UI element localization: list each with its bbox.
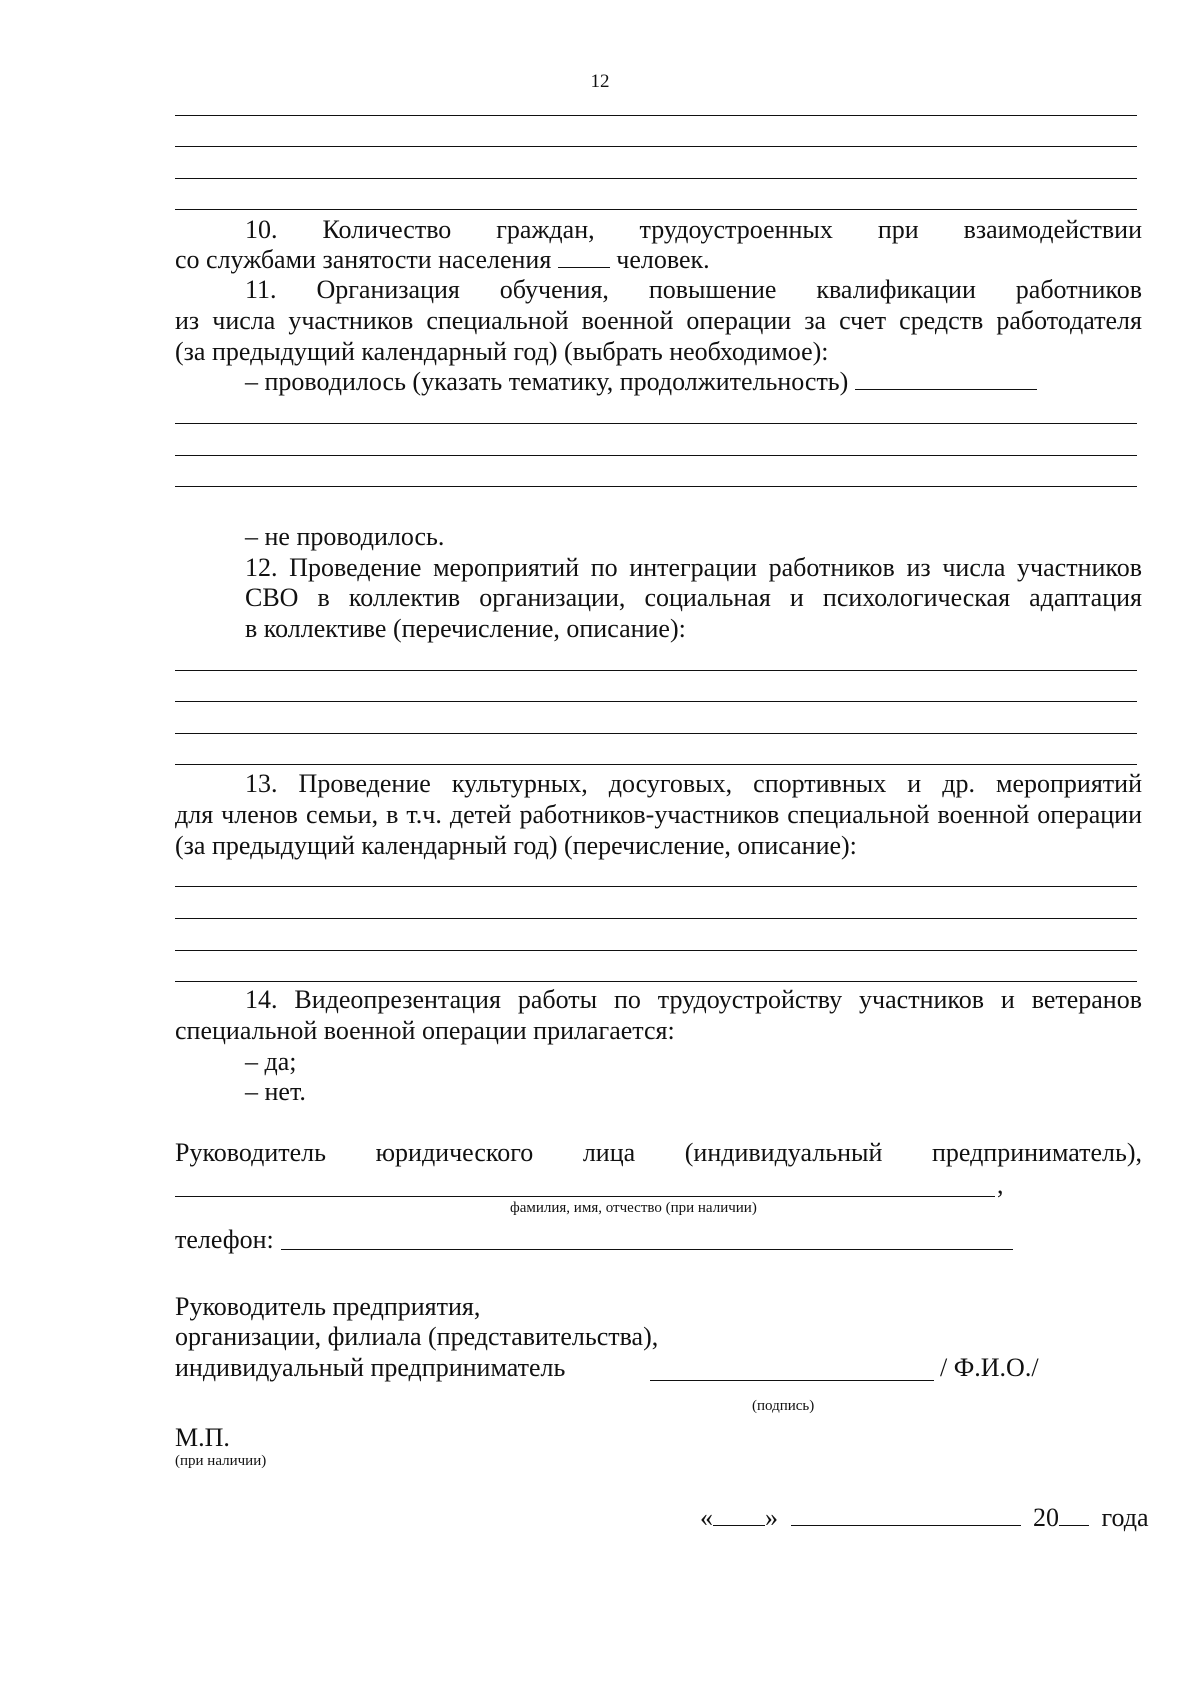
year-suffix: года: [1101, 1503, 1149, 1532]
signer-line3: индивидуальный предприниматель: [175, 1353, 566, 1382]
date-close-quote: »: [765, 1503, 778, 1532]
item12-line2: СВО в коллектив организации, социальная и психологическая адаптация: [245, 583, 1142, 612]
signer-line1: Руководитель предприятия,: [175, 1292, 481, 1321]
head-title: Руководитель юридического лица (индивидуальный предприниматель),: [175, 1138, 1142, 1167]
item13-line1: 13. Проведение культурных, досуговых, спортивных и др. мероприятий: [245, 769, 1142, 798]
item10-line2-text: со службами занятости населения: [175, 245, 552, 274]
item11-option-conducted: [245, 367, 1037, 397]
signature-field[interactable]: [650, 1380, 934, 1381]
blank-line: [175, 764, 1137, 765]
page-number: 12: [590, 71, 610, 92]
item14-option-yes: – да;: [245, 1047, 297, 1076]
item10-line1: 10. Количество граждан, трудоустроенных при взаимодействии: [245, 215, 1142, 244]
item12-line1: 12. Проведение мероприятий по интеграции работников из числа участников: [245, 553, 1142, 582]
stamp-note: (при наличии): [175, 1453, 267, 1469]
blank-line: [175, 209, 1137, 210]
item11-line2: из числа участников специальной военной операции за счет средств работодателя: [175, 306, 1142, 335]
blank-line: [175, 486, 1137, 487]
citizens-count-field[interactable]: [558, 245, 610, 268]
blank-line: [175, 981, 1137, 982]
blank-line: [175, 423, 1137, 424]
signature-caption: (подпись): [752, 1398, 815, 1414]
item12-line3: в коллективе (перечисление, описание):: [245, 614, 686, 643]
item14-line2: специальной военной операции прилагается:: [175, 1016, 675, 1045]
item10-line2: [175, 245, 710, 275]
training-topic-field[interactable]: [855, 367, 1037, 390]
date-row: [700, 1503, 1149, 1533]
day-field[interactable]: [713, 1503, 765, 1526]
item13-line3: (за предыдущий календарный год) (перечисление, описание):: [175, 831, 857, 860]
item14-option-no: – нет.: [245, 1077, 306, 1106]
stamp-label: М.П.: [175, 1423, 230, 1452]
signer-line2: организации, филиала (представительства),: [175, 1322, 659, 1351]
blank-line: [175, 178, 1137, 179]
item13-line2: для членов семьи, в т.ч. детей работников-участников специальной военной операции: [175, 800, 1142, 829]
head-name-caption: фамилия, имя, отчество (при наличии): [510, 1200, 757, 1216]
signer-fio: / Ф.И.О./: [940, 1353, 1039, 1382]
item14-line1: 14. Видеопрезентация работы по трудоустройству участников и ветеранов: [245, 985, 1142, 1014]
item11-line3: (за предыдущий календарный год) (выбрать необходимое):: [175, 337, 829, 366]
blank-line: [175, 115, 1137, 116]
blank-line: [175, 146, 1137, 147]
month-field[interactable]: [791, 1503, 1021, 1526]
date-open-quote: «: [700, 1503, 713, 1532]
phone-label: телефон:: [175, 1225, 274, 1254]
item11-option-not-conducted: – не проводилось.: [245, 522, 445, 551]
item10-unit: человек.: [616, 245, 710, 274]
blank-line: [175, 918, 1137, 919]
item11-line1: 11. Организация обучения, повышение квалификации работников: [245, 275, 1142, 304]
blank-line: [175, 670, 1137, 671]
year-prefix: 20: [1033, 1503, 1059, 1532]
blank-line: [175, 733, 1137, 734]
blank-line: [175, 455, 1137, 456]
phone-field[interactable]: [281, 1249, 1013, 1250]
head-name-field[interactable]: [175, 1196, 995, 1197]
item11-option-conducted-text: – проводилось (указать тематику, продолжительность): [245, 367, 849, 396]
year-field[interactable]: [1059, 1503, 1089, 1526]
blank-line: [175, 950, 1137, 951]
head-name-comma: ,: [997, 1170, 1004, 1199]
blank-line: [175, 701, 1137, 702]
blank-line: [175, 886, 1137, 887]
